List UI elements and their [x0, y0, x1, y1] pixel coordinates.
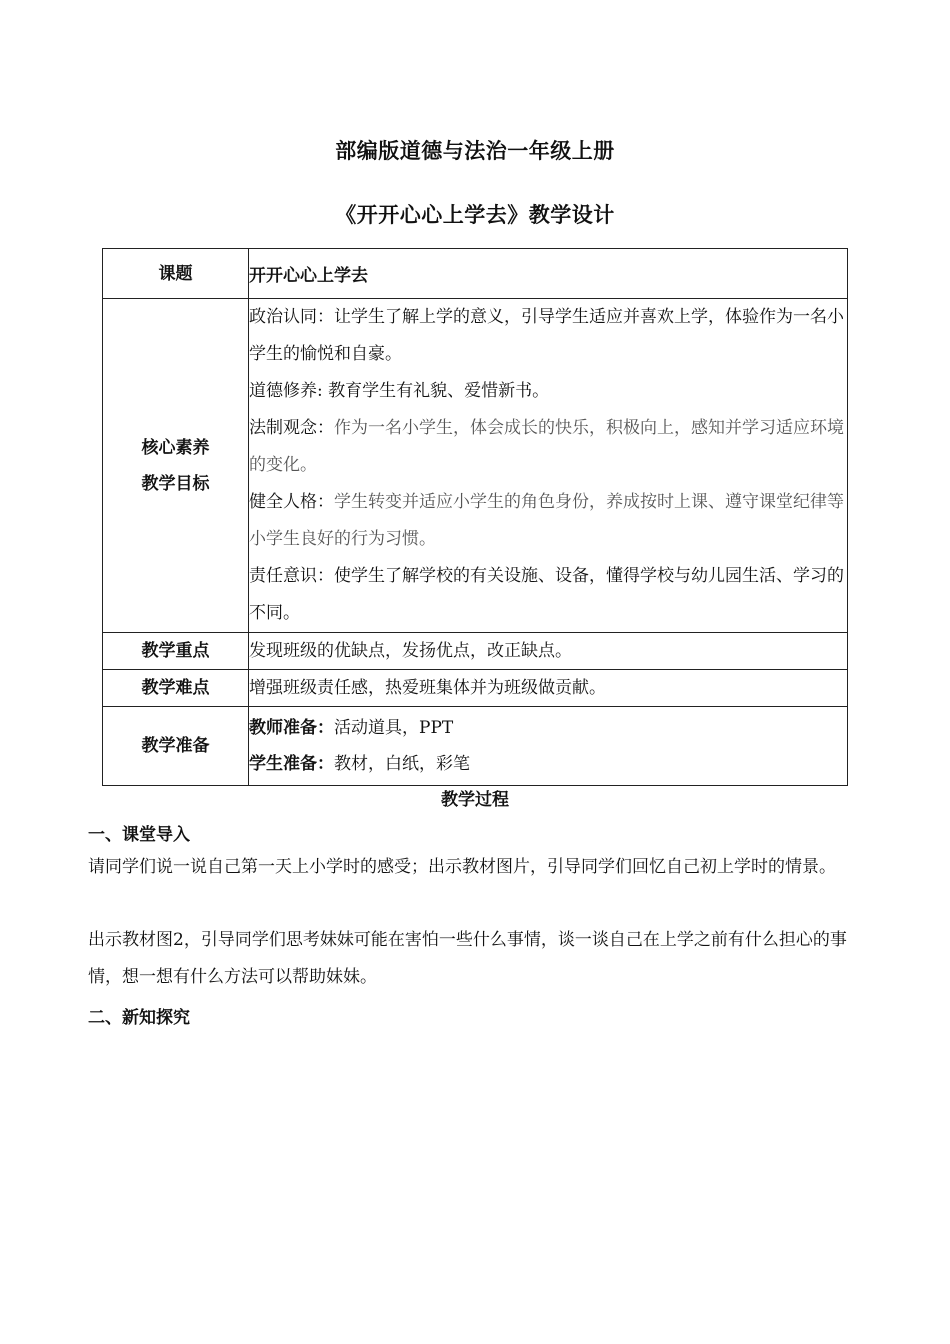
table-row-difficulty	[103, 670, 848, 707]
teacher-prep	[249, 710, 847, 746]
objective-term: 健全人格：	[249, 492, 334, 512]
key-point-label: 教学重点	[103, 633, 249, 670]
table-row-objectives	[103, 299, 848, 633]
objective-text: 教育学生有礼貌、爱惜新书。	[328, 381, 550, 401]
objective-item	[249, 373, 847, 410]
section2-heading: 二、新知探究	[88, 1008, 190, 1028]
objectives-label-line1: 核心素养	[141, 437, 210, 458]
document-subtitle: 《开开心心上学去》教学设计	[335, 203, 615, 227]
table-row-topic	[103, 249, 848, 299]
document-title: 部编版道德与法治一年级上册	[335, 139, 615, 163]
objective-term: 责任意识：	[249, 566, 334, 586]
objective-item	[249, 410, 847, 484]
difficulty-label: 教学难点	[103, 670, 249, 707]
lesson-plan-table	[102, 248, 848, 786]
objective-term: 道德修养:	[249, 381, 329, 401]
objective-item	[249, 558, 847, 632]
process-title: 教学过程	[441, 790, 509, 810]
objective-text: 作为一名小学生，体会成长的快乐，积极向上，感知并学习适应环境的变化。	[249, 418, 844, 475]
student-prep-value: 教材，白纸，彩笔	[334, 754, 470, 774]
preparation-value	[249, 707, 848, 786]
student-prep	[249, 746, 847, 782]
student-prep-label: 学生准备：	[249, 754, 334, 774]
preparation-label: 教学准备	[103, 707, 249, 786]
objective-text: 学生转变并适应小学生的角色身份，养成按时上课、遵守课堂纪律等小学生良好的行为习惯。	[249, 492, 844, 549]
table-row-preparation	[103, 707, 848, 786]
teacher-prep-value: 活动道具，PPT	[334, 718, 454, 738]
objective-term: 政治认同：	[249, 307, 334, 327]
key-point-value: 发现班级的优缺点，发扬优点，改正缺点。	[249, 633, 848, 670]
section1-paragraph: 出示教材图2，引导同学们思考妹妹可能在害怕一些什么事情，谈一谈自己在上学之前有什么担心的事情，想一想有什么方法可以帮助妹妹。	[88, 930, 847, 987]
section1-paragraph: 请同学们说一说自己第一天上小学时的感受；出示教材图片，引导同学们回忆自己初上学时的情景。	[88, 857, 836, 877]
objective-item	[249, 484, 847, 558]
topic-value: 开开心心上学去	[249, 249, 848, 299]
objectives-value	[249, 299, 848, 633]
objectives-label	[103, 299, 249, 633]
objective-text: 使学生了解学校的有关设施、设备，懂得学校与幼儿园生活、学习的不同。	[249, 566, 844, 623]
topic-label: 课题	[103, 249, 249, 299]
objective-text: 让学生了解上学的意义，引导学生适应并喜欢上学，体验作为一名小学生的愉悦和自豪。	[249, 307, 844, 364]
section1-heading: 一、课堂导入	[88, 825, 190, 845]
objectives-label-line2: 教学目标	[141, 473, 210, 494]
objective-term: 法制观念：	[249, 418, 334, 438]
objective-item	[249, 299, 847, 373]
teacher-prep-label: 教师准备：	[249, 718, 334, 738]
difficulty-value: 增强班级责任感，热爱班集体并为班级做贡献。	[249, 670, 848, 707]
table-row-key-point	[103, 633, 848, 670]
